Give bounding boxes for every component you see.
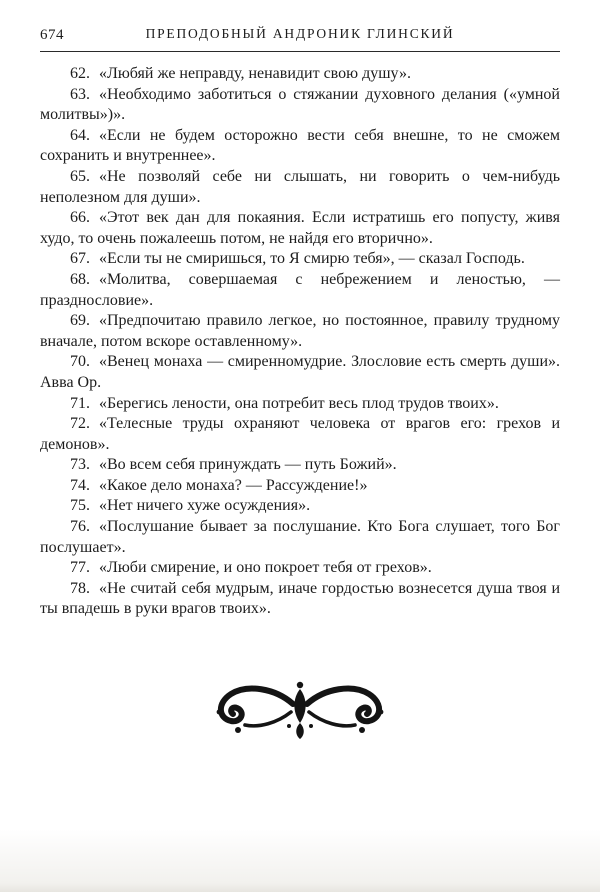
page-number: 674 — [40, 27, 64, 43]
item-text: «Любяй же неправду, ненавидит свою душу». — [99, 65, 411, 82]
item-number: 62. — [70, 65, 90, 82]
quote-item — [40, 414, 560, 455]
quotes-list — [40, 64, 560, 620]
item-number: 72. — [70, 415, 90, 433]
quote-item — [40, 311, 560, 352]
quote-item — [40, 270, 560, 311]
quote-item — [40, 167, 560, 208]
item-number: 74. — [70, 476, 90, 494]
quote-item — [40, 476, 560, 497]
fleuron-ornament-icon — [205, 678, 395, 740]
quote-item — [40, 394, 560, 415]
header-rule — [40, 51, 560, 52]
item-text: «Берегись лености, она потребит весь плод трудов твоих». — [99, 394, 499, 412]
item-number: 76. — [70, 518, 90, 536]
quote-item — [40, 579, 560, 620]
quote-item — [40, 558, 560, 579]
item-text: «Необходимо заботиться о стяжании духовного делания («умной молитвы»)». — [40, 85, 560, 124]
item-text: «Молитва, совершаемая с небрежением и леностью, — празднословие». — [40, 270, 560, 309]
quote-item — [40, 517, 560, 558]
item-number: 65. — [70, 167, 90, 185]
item-number: 68. — [70, 270, 90, 288]
item-number: 63. — [70, 85, 90, 103]
item-text: «Если ты не смиришься, то Я смирю тебя», — сказал Господь. — [99, 250, 525, 268]
item-number: 78. — [70, 579, 90, 597]
item-text: «Какое дело монаха? — Рассуждение!» — [99, 476, 368, 494]
item-number: 70. — [70, 353, 90, 371]
item-text: «Послушание бывает за послушание. Кто Бога слушает, того Бог послушает». — [40, 518, 560, 556]
quote-item — [40, 352, 560, 393]
quote-item — [40, 85, 560, 126]
item-text: «Телесные труды охраняют человека от врагов его: грехов и демонов». — [40, 415, 560, 453]
running-header: ПРЕПОДОБНЫЙ АНДРОНИК ГЛИНСКИЙ — [145, 26, 455, 41]
item-text: «Люби смирение, и оно покроет тебя от грехов». — [99, 559, 432, 577]
item-number: 66. — [70, 209, 90, 227]
item-text: «Этот век дан для покаяния. Если истратишь его попусту, живя худо, то очень пожалеешь потом, не найдя его вторично». — [40, 209, 560, 247]
item-number: 77. — [70, 559, 90, 577]
quote-item — [40, 455, 560, 476]
item-text: «Нет ничего хуже осуждения». — [99, 497, 311, 515]
item-number: 75. — [70, 497, 90, 515]
item-text: «Не позволяй себе ни слышать, ни говорить о чем-нибудь неполезном для души». — [40, 167, 560, 206]
item-text: «Во всем себя принуждать — путь Божий». — [99, 456, 397, 474]
item-number: 69. — [70, 312, 90, 330]
item-number: 73. — [70, 456, 90, 474]
quote-item — [40, 126, 560, 167]
item-text: «Не считай себя мудрым, иначе гордостью вознесется душа твоя и ты впадешь в руки врагов твоих». — [40, 579, 560, 618]
item-text: «Предпочитаю правило легкое, но постоянное, правилу трудному вначале, потом вскоре оставленному». — [40, 312, 560, 350]
ornament-container — [40, 678, 560, 745]
item-number: 71. — [70, 394, 90, 412]
quote-item — [40, 208, 560, 249]
quote-item — [40, 496, 560, 517]
item-text: «Если не будем осторожно вести себя внешне, то не сможем сохранить и внутреннее». — [40, 126, 560, 165]
item-number: 67. — [70, 250, 90, 268]
item-text: «Венец монаха — смиренномудрие. Злословие есть смерть души». Авва Ор. — [40, 353, 560, 391]
item-number: 64. — [70, 126, 90, 144]
quote-item — [40, 64, 560, 85]
page-header — [40, 26, 560, 46]
quote-item — [40, 249, 560, 270]
